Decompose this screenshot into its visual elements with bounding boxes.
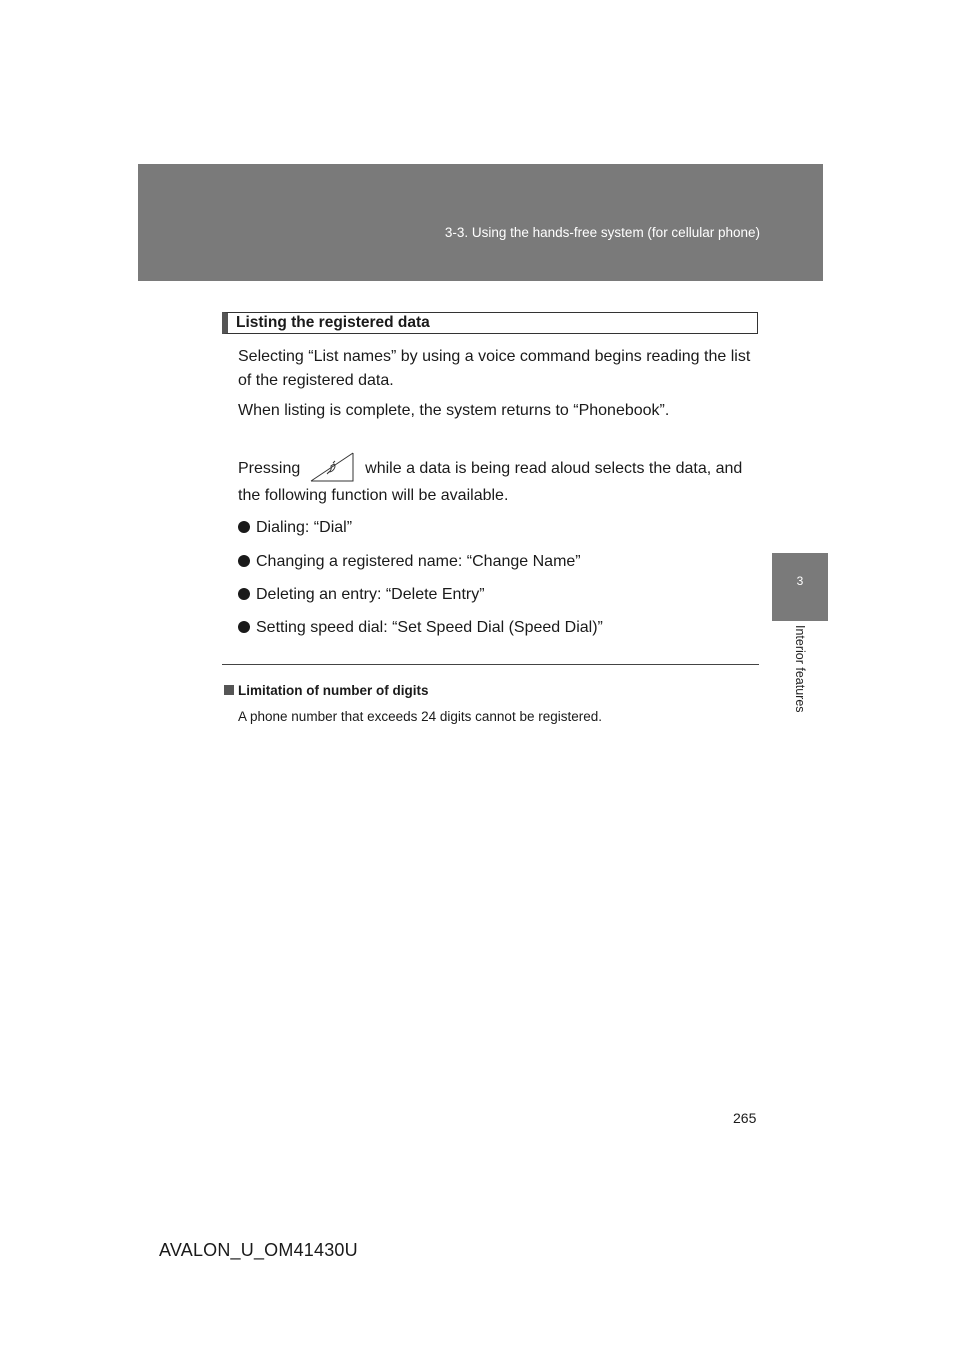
bullet-text: Deleting an entry: “Delete Entry” <box>256 586 485 603</box>
note-heading-text: Limitation of number of digits <box>238 683 429 698</box>
bullet-text: Changing a registered name: “Change Name” <box>256 553 581 570</box>
bullet-item-dial <box>238 516 352 540</box>
bullet-text: Dialing: “Dial” <box>256 519 353 536</box>
header-title: 3-3. Using the hands-free system (for cellular phone) <box>444 225 760 240</box>
bullet-dot-icon <box>238 555 250 567</box>
note-square-icon <box>224 685 234 695</box>
bullet-text: Setting speed dial: “Set Speed Dial (Speed Dial)” <box>256 619 603 636</box>
header-band <box>138 164 823 281</box>
paragraph-pressing-line2: the following function will be available. <box>238 487 509 504</box>
bullet-dot-icon <box>238 621 250 633</box>
paragraph-listing-complete: When listing is complete, the system returns to “Phonebook”. <box>238 402 670 419</box>
paragraph-pressing-before: Pressing <box>238 460 301 477</box>
bullet-dot-icon <box>238 588 250 600</box>
chapter-label <box>772 621 828 741</box>
chapter-tab-number: 3 <box>796 574 804 588</box>
paragraph-pressing-after: while a data is being read aloud selects the data, and <box>365 460 743 477</box>
bullet-item-delete-entry <box>238 583 485 607</box>
paragraph-pressing <box>238 452 763 484</box>
note-text: A phone number that exceeds 24 digits cannot be registered. <box>238 709 602 724</box>
section-heading: Listing the registered data <box>222 312 758 334</box>
paragraph-list-names: Selecting “List names” by using a voice command begins reading the list of the registered data. <box>238 348 751 389</box>
chapter-tab <box>772 553 828 621</box>
bullet-item-speed-dial <box>238 616 603 640</box>
talk-switch-icon <box>309 452 355 482</box>
bullet-dot-icon <box>238 521 250 533</box>
footer-code: AVALON_U_OM41430U <box>159 1240 358 1260</box>
page-number: 265 <box>733 1110 757 1126</box>
note-heading <box>224 683 428 698</box>
section-divider <box>222 664 759 665</box>
chapter-label-text: Interior features <box>793 625 807 713</box>
bullet-item-change-name <box>238 550 581 574</box>
